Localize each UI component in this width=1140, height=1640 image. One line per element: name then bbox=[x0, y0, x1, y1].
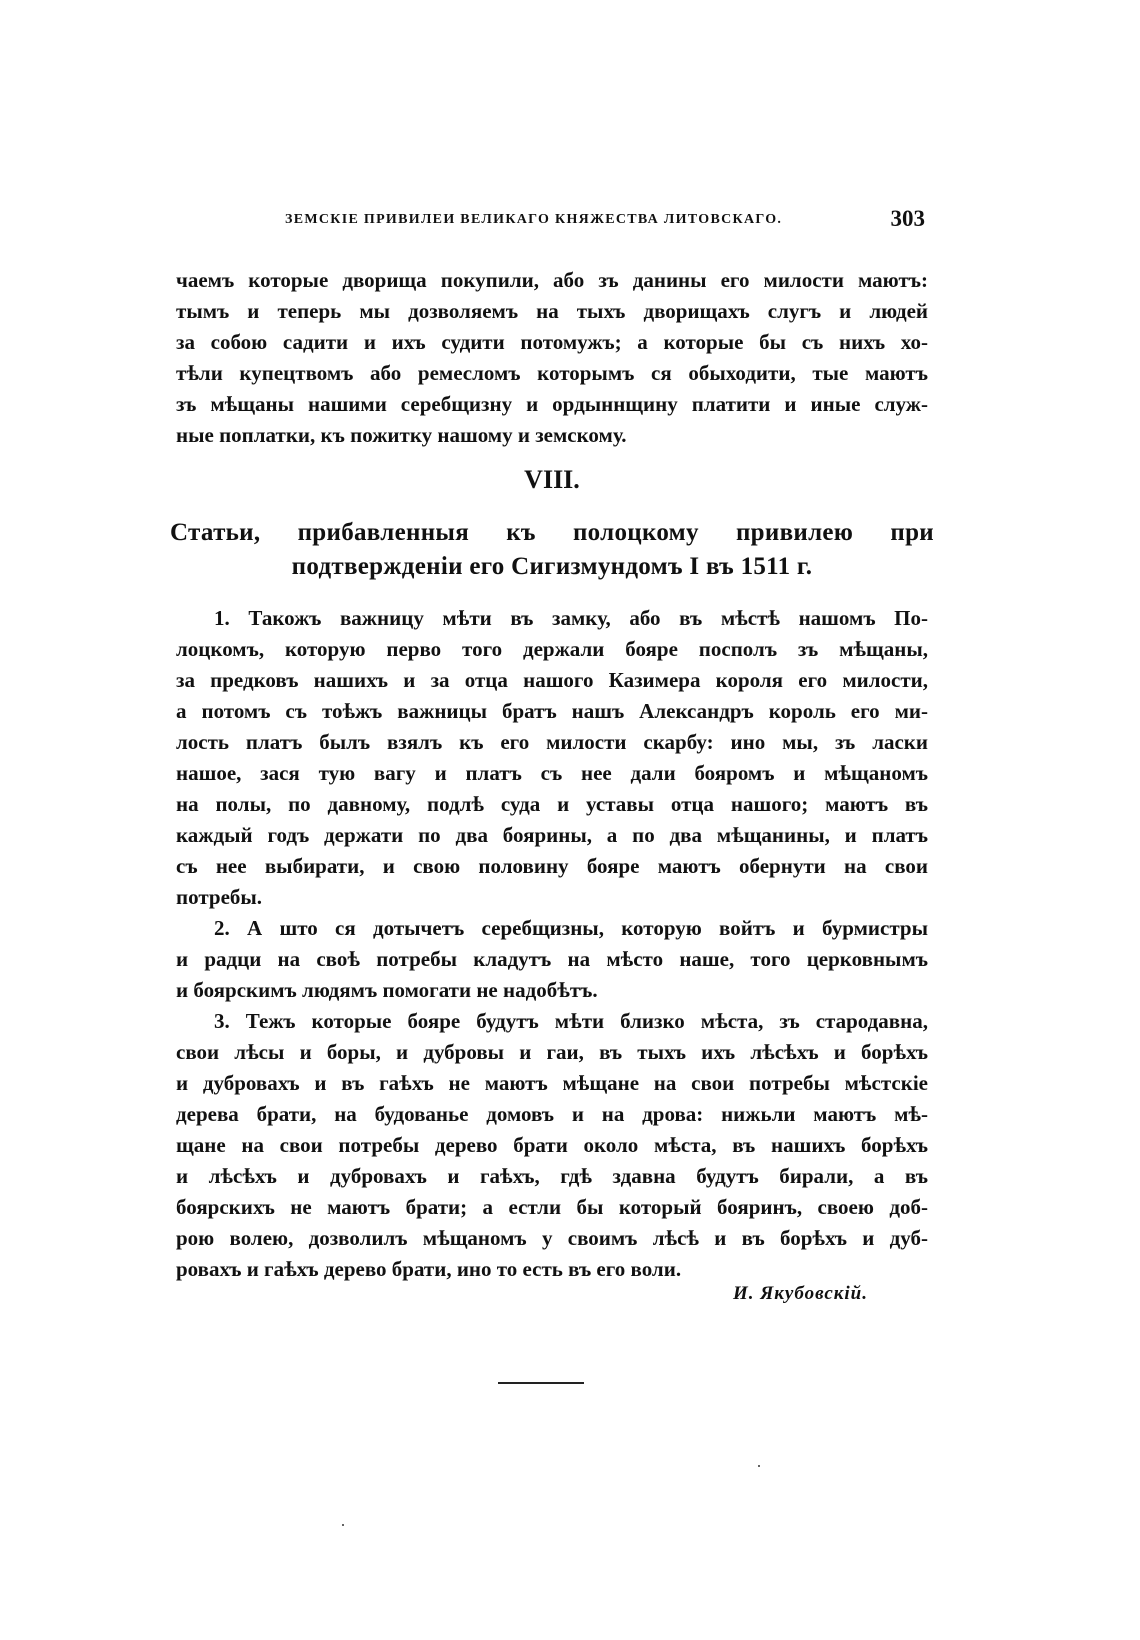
text-line: тѣли купецтвомъ або ремесломъ которымъ ся обыходити, тые маютъ bbox=[176, 361, 928, 385]
text-line: съ нее выбирати, и свою половину бояре маютъ обернути на свои bbox=[176, 854, 928, 878]
text-line: потребы. bbox=[176, 885, 263, 909]
text-line: каждый годъ держати по два боярины, а по два мѣщанины, и платъ bbox=[176, 823, 928, 847]
articles-text bbox=[176, 603, 928, 1285]
text-line: 1. Такожъ важницу мѣти въ замку, або въ мѣстѣ нашомъ По- bbox=[214, 606, 928, 630]
text-line: 3. Тежъ которые бояре будутъ мѣти близко мѣста, зъ стародавна, bbox=[214, 1009, 928, 1033]
section-title-line: Статьи, прибавленныя къ полоцкому привилею при bbox=[170, 519, 934, 546]
text-line: щане на свои потребы дерево брати около мѣста, въ нашихъ борѣхъ bbox=[176, 1133, 928, 1157]
running-title: ЗЕМСКІЕ ПРИВИЛЕИ ВЕЛИКАГО КНЯЖЕСТВА ЛИТОВСКАГО. bbox=[285, 212, 783, 227]
text-line: и дубровахъ и въ гаѣхъ не маютъ мѣщане на свои потребы мѣстскіе bbox=[176, 1071, 928, 1095]
text-line: и боярскимъ людямъ помогати не надобѣтъ. bbox=[176, 978, 598, 1002]
section-title bbox=[170, 516, 934, 584]
text-line: а потомъ съ тоѣжъ важницы братъ нашъ Александръ король его ми- bbox=[176, 699, 928, 723]
text-line: ровахъ и гаѣхъ дерево брати, ино то есть въ его воли. bbox=[176, 1257, 682, 1281]
text-line: рою волею, дозволилъ мѣщаномъ у своимъ лѣсѣ и въ борѣхъ и дуб- bbox=[176, 1226, 928, 1250]
section-number: VIII. bbox=[524, 465, 580, 494]
text-line: зъ мѣщаны нашими серебщизну и ордыннщину платити и иные служ- bbox=[176, 392, 928, 416]
text-line: тымъ и теперь мы дозволяемъ на тыхъ дворищахъ слугъ и людей bbox=[176, 299, 928, 323]
page-header bbox=[285, 206, 925, 236]
print-speck bbox=[758, 1465, 760, 1467]
author-signature: И. Якубовскій. bbox=[732, 1283, 868, 1304]
text-line: лость платъ былъ взялъ къ его милости скарбу: ино мы, зъ ласки bbox=[176, 730, 928, 754]
text-line: 2. А што ся дотычетъ серебщизны, которую войтъ и бурмистры bbox=[214, 916, 928, 940]
print-speck bbox=[342, 1524, 344, 1526]
text-line: свои лѣсы и боры, и дубровы и гаи, въ тыхъ ихъ лѣсѣхъ и борѣхъ bbox=[176, 1040, 928, 1064]
text-line: за собою садити и ихъ судити потомужъ; а которые бы съ нихъ хо- bbox=[176, 330, 928, 354]
text-line: лоцкомъ, которую перво того держали бояре посполъ зъ мѣщаны, bbox=[176, 637, 928, 661]
text-line: чаемъ которые дворища покупили, або зъ данины его милости маютъ: bbox=[176, 268, 928, 292]
text-line: ные поплатки, къ пожитку нашому и земскому. bbox=[176, 423, 627, 447]
page-number: 303 bbox=[890, 206, 925, 231]
intro-paragraph bbox=[176, 265, 928, 451]
section-title-line: подтвержденіи его Сигизмундомъ I въ 1511 г. bbox=[291, 553, 813, 580]
text-line: дерева брати, на будованье домовъ и на дрова: нижьли маютъ мѣ- bbox=[176, 1102, 928, 1126]
text-line: боярскихъ не маютъ брати; а естли бы который бояринъ, своею доб- bbox=[176, 1195, 928, 1219]
text-line: на полы, по давному, подлѣ суда и уставы отца нашого; маютъ въ bbox=[176, 792, 928, 816]
end-rule-divider bbox=[498, 1382, 584, 1384]
text-line: нашое, зася тую вагу и платъ съ нее дали бояромъ и мѣщаномъ bbox=[176, 761, 928, 785]
text-line: за предковъ нашихъ и за отца нашого Казимера короля его милости, bbox=[176, 668, 928, 692]
text-line: и радци на своѣ потребы кладутъ на мѣсто наше, того церковнымъ bbox=[176, 947, 928, 971]
text-line: и лѣсѣхъ и дубровахъ и гаѣхъ, гдѣ здавна будутъ бирали, а въ bbox=[176, 1164, 928, 1188]
